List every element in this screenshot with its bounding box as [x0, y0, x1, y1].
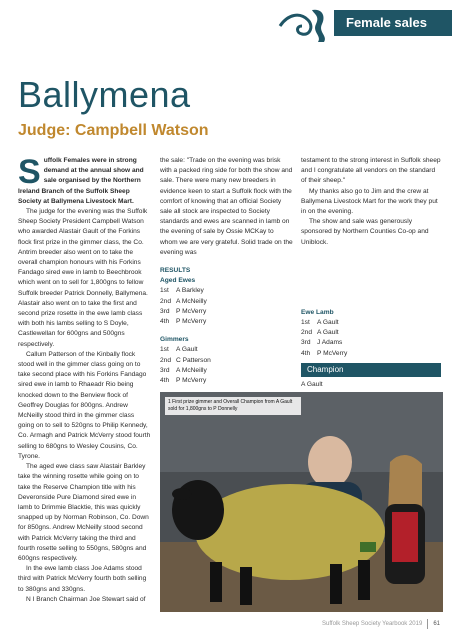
- champion-tag: Champion: [301, 363, 441, 377]
- result-row: 4th P McVerry: [160, 377, 207, 385]
- article-column-1: [18, 153, 152, 605]
- result-row: 1st A Gault: [160, 346, 198, 354]
- body-paragraph: The aged ewe class saw Alastair Barkley take the winning rosette while going on to take the Reserve Champion title with his Deveronside Pure Diamond sired ewe in lamb to Drimmie Blacktie, this was quickly snapped up by Norman Robinson, Co. Down for 850gns. Andrew McNeilly stood second with Patrick McVerry taking the third and fourth rosette selling to 550gns, 580gns and 600gns respectively.: [18, 463, 149, 562]
- body-paragraph: In the ewe lamb class Joe Adams stood third with Patrick McVerry fourth both selling to 380gns and 330gns.: [18, 565, 147, 593]
- result-row: 4th P McVerry: [301, 349, 348, 357]
- drop-cap: S: [18, 153, 41, 191]
- body-paragraph: Callum Patterson of the Kinbally flock stood well in the gimmer class going on to take second place with his Forkins Fandago sired ewe in lamb to Rhaeadr Rio being knocked down to the Benview flock of Geoffrey Douglas for 800gns. Andrew McNeilly stood third in the gimmer class going on to sell to 520gns to Philip Kennedy, Co. Armagh and Patrick McVerry stood fourth selling to 680gns to Wesley Cousins, Co. Tyrone.: [18, 350, 151, 460]
- photo-caption: 1 First prize gimmer and Overall Champion from A Gault sold for 1,800gns to P Donnelly: [165, 397, 301, 415]
- result-row: 1st A Barkley: [160, 287, 204, 295]
- body-paragraph: The judge for the evening was the Suffolk Sheep Society President Campbell Watson who awarded Alastair Gault of the Forkins flock first prize in the gimmer class, the Co. Antrim breeder also went on to take the overall champion honours with his Forkins Fandago sired ewe in lamb to Beechbrook which went on to sell for 1,800gns to fellow Suffolk breeder Patrick Donnelly, Ballymena. Alastair also went on to take the first and second prize rosette in the ewe lamb class with both his lambs selling to S Doyle, Castlewellan for 600gns and 500gns respectively.: [18, 208, 148, 348]
- body-paragraph: N I Branch Chairman Joe Stewart said of: [26, 595, 146, 603]
- result-row: 3rd J Adams: [301, 339, 343, 347]
- footer-divider: [427, 619, 428, 629]
- article-column-2: [160, 156, 293, 386]
- champion-photo: [160, 392, 443, 612]
- result-row: 2nd A McNeilly: [160, 297, 207, 305]
- result-row: 3rd A McNeilly: [160, 366, 207, 374]
- result-row: 3rd P McVerry: [160, 307, 207, 315]
- page-title: Ballymena: [18, 74, 191, 115]
- body-paragraph: testament to the strong interest in Suffolk sheep and I congratulate all vendors on the standard of their sheep.": [301, 157, 441, 185]
- body-paragraph: The show and sale was generously sponsored by Northern Counties Co-op and Uniblock.: [301, 218, 429, 246]
- result-row: 2nd A Gault: [301, 329, 339, 337]
- results-heading: RESULTS: [160, 267, 191, 275]
- body-paragraph: My thanks also go to Jim and the crew at Ballymena Livestock Mart for the work they put in on the evening.: [301, 187, 438, 216]
- article-column-3: [301, 156, 441, 421]
- ewe-lamb-heading: Ewe Lamb: [301, 308, 334, 316]
- result-row: 1st A Gault: [301, 319, 339, 327]
- aged-ewes-heading: Aged Ewes: [160, 277, 196, 285]
- result-row: 2nd C Patterson: [160, 356, 211, 364]
- publication-name: Suffolk Sheep Society Yearbook 2019: [322, 621, 423, 627]
- gimmers-heading: Gimmers: [160, 336, 189, 344]
- result-row: 4th P McVerry: [160, 318, 207, 326]
- judge-subtitle: Judge: Campbell Watson: [18, 122, 209, 139]
- page-footer: [322, 619, 440, 629]
- ram-horn-logo-icon: [278, 6, 328, 44]
- lead-paragraph: Suffolk Females were in strong demand at the annual show and sale organised by the Northern Ireland Branch of the Suffolk Sheep Society at Ballymena Livestock Mart.: [18, 153, 144, 205]
- sheep-photo-illustration: [160, 392, 443, 612]
- page-number: 61: [433, 621, 440, 627]
- section-banner: Female sales: [334, 10, 452, 36]
- champion-name: A Gault: [301, 380, 323, 388]
- body-paragraph: the sale: "Trade on the evening was brisk with a packed ring side for both the show and sale. There were many new breeders in evidence keen to start a Suffolk flock with the comfort of knowing that an official Society sale all stock are inspected to Society standards and ewes are scanned in lamb on the evening of sale by Ossie MCKay to whom we are very grateful. Solid trade on the evening was: [160, 157, 293, 256]
